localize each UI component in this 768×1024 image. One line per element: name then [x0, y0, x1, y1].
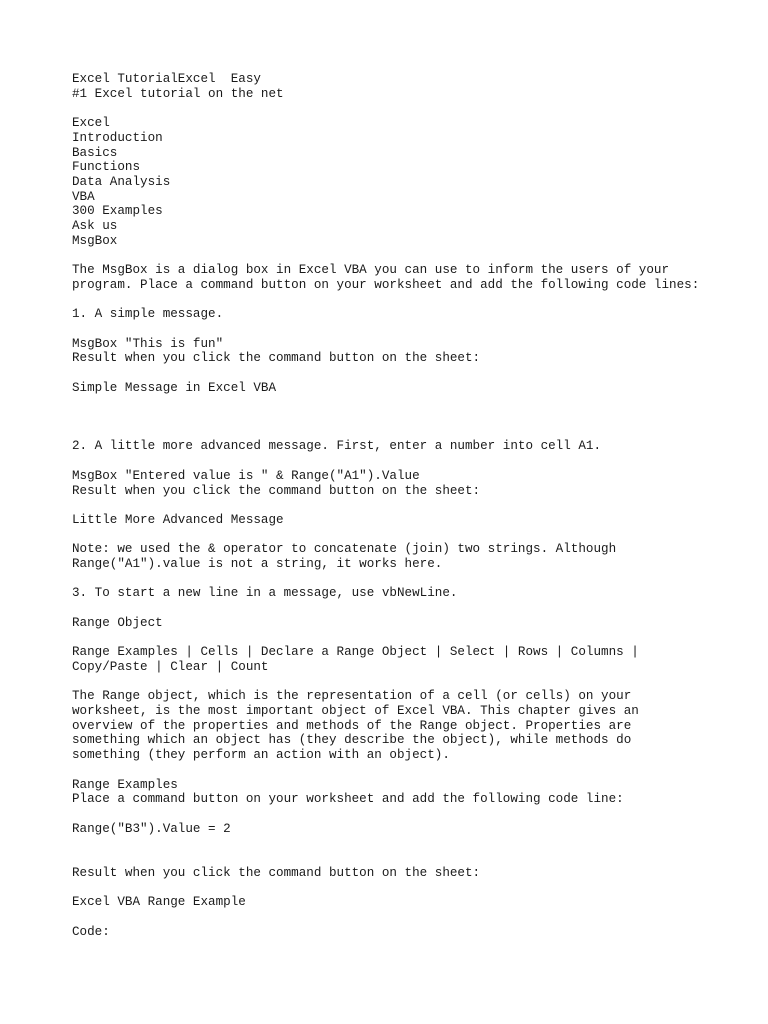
nav-item-excel[interactable]: Excel: [72, 116, 110, 131]
range-intro-line-5: something (they perform an action with an object).: [72, 748, 450, 763]
msgbox-step-1: 1. A simple message.: [72, 307, 224, 322]
nav-item-msgbox[interactable]: MsgBox: [72, 233, 118, 248]
site-title: Excel TutorialExcel Easy: [72, 72, 261, 86]
nav-menu: [72, 116, 712, 248]
site-tagline: #1 Excel tutorial on the net: [72, 86, 284, 101]
image-caption-simple-message: Simple Message in Excel VBA: [72, 380, 277, 395]
image-caption-advanced-message: Little More Advanced Message: [72, 512, 284, 527]
nav-item-basics[interactable]: Basics: [72, 145, 118, 160]
range-intro-line-1: The Range object, which is the representation of a cell (or cells) on your: [72, 689, 632, 704]
msgbox-result-1: Result when you click the command button on the sheet:: [72, 351, 481, 366]
msgbox-code-1: MsgBox "This is fun": [72, 336, 224, 351]
nav-item-functions[interactable]: Functions: [72, 160, 141, 175]
msgbox-step-3: 3. To start a new line in a message, use vbNewLine.: [72, 586, 458, 601]
nav-item-introduction[interactable]: Introduction: [72, 130, 163, 145]
range-intro-line-2: worksheet, is the most important object of Excel VBA. This chapter gives an: [72, 704, 639, 719]
msgbox-code-2: MsgBox "Entered value is " & Range("A1").Value: [72, 468, 420, 483]
nav-item-ask-us[interactable]: Ask us: [72, 219, 118, 234]
range-code-label: Code:: [72, 924, 110, 939]
msgbox-intro-line-1: The MsgBox is a dialog box in Excel VBA you can use to inform the users of your: [72, 263, 670, 278]
range-result: Result when you click the command button on the sheet:: [72, 865, 481, 880]
range-links-line-2[interactable]: Copy/Paste | Clear | Count: [72, 659, 269, 674]
range-code: Range("B3").Value = 2: [72, 821, 231, 836]
range-links-line-1[interactable]: Range Examples | Cells | Declare a Range Object | Select | Rows | Columns |: [72, 645, 639, 660]
nav-item-300-examples[interactable]: 300 Examples: [72, 204, 163, 219]
msgbox-intro-line-2: program. Place a command button on your worksheet and add the following code lines:: [72, 277, 700, 292]
document-page: [72, 72, 712, 939]
range-examples-heading: Range Examples: [72, 777, 178, 792]
msgbox-step-2: 2. A little more advanced message. First, enter a number into cell A1.: [72, 439, 602, 454]
nav-item-data-analysis[interactable]: Data Analysis: [72, 174, 171, 189]
msgbox-note-line-2: Range("A1").value is not a string, it works here.: [72, 557, 443, 572]
msgbox-note-line-1: Note: we used the & operator to concatenate (join) two strings. Although: [72, 542, 617, 557]
range-section-title: Range Object: [72, 615, 163, 630]
range-intro-line-3: overview of the properties and methods of the Range object. Properties are: [72, 718, 632, 733]
range-intro-line-4: something which an object has (they describe the object), while methods do: [72, 733, 632, 748]
msgbox-result-2: Result when you click the command button on the sheet:: [72, 483, 481, 498]
image-caption-range-example: Excel VBA Range Example: [72, 895, 246, 910]
nav-item-vba[interactable]: VBA: [72, 189, 95, 204]
range-examples-instruction: Place a command button on your worksheet and add the following code line:: [72, 792, 624, 807]
